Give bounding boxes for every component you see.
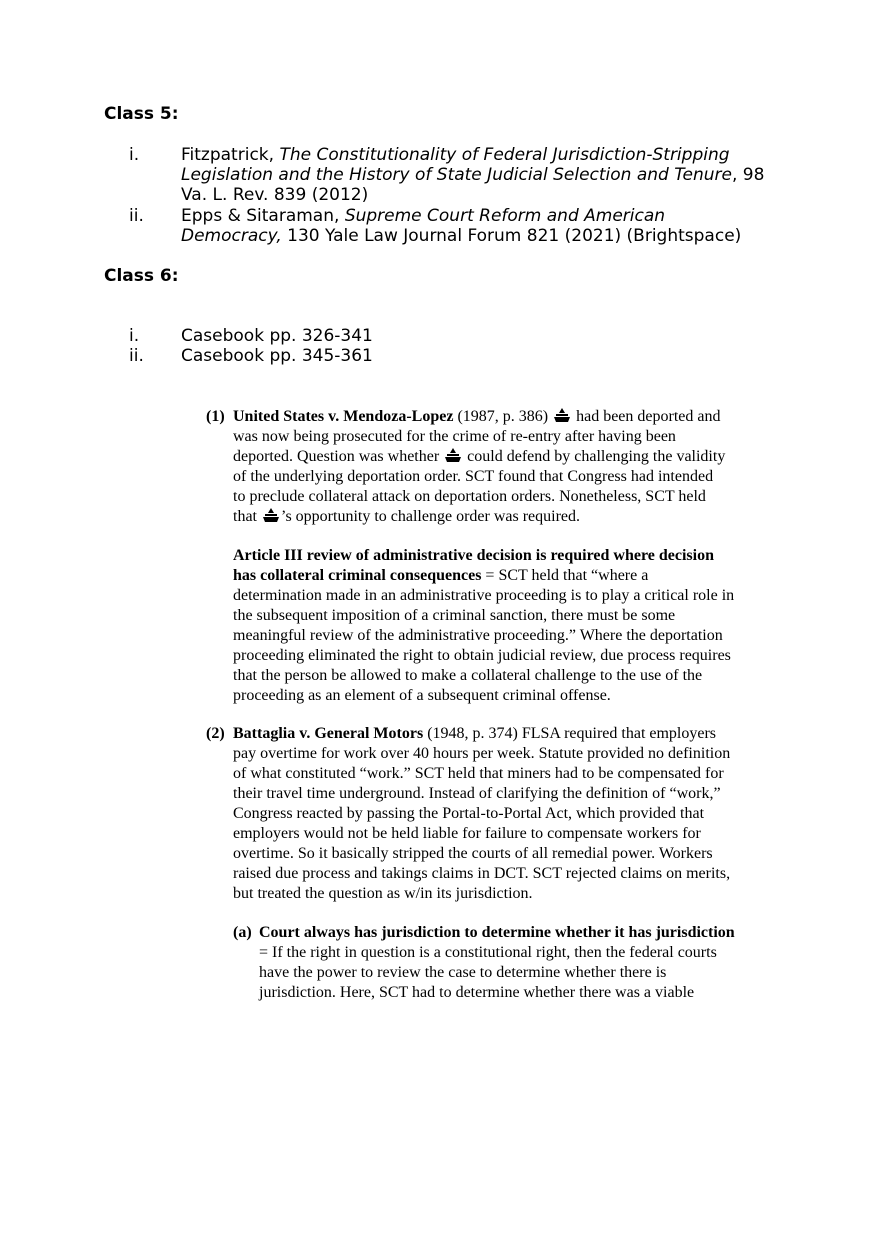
note-line: the subsequent imposition of a criminal sanction, there must be some [233,607,676,624]
note-line [233,507,580,527]
note-line: meaningful review of the administrative proceeding.” Where the deportation [233,627,723,644]
author: Fitzpatrick, [181,145,280,165]
defendant-symbol-icon [444,447,462,463]
note-line: determination made in an administrative proceeding is to play a critical role in [233,587,735,604]
note-text: could defend by challenging the validity [463,448,726,465]
note-line: overtime. So it basically stripped the courts of all remedial power. Workers [233,845,713,862]
note-line: Congress reacted by passing the Portal-to-Portal Act, which provided that [233,805,705,822]
article-title: Legislation and the History of State Judicial Selection and Tenure [181,165,732,185]
list-marker: ii. [129,346,144,366]
rule-heading: Court always has jurisdiction to determine whether it has jurisdiction [259,924,735,941]
citation: Va. L. Rev. 839 (2012) [181,185,369,205]
list-item: Casebook pp. 326-341 [181,326,373,346]
rule-heading: Article III review of administrative decision is required where decision [233,547,714,564]
note-line: was now being prosecuted for the crime of re-entry after having been [233,428,676,445]
case-cite: (1987, p. 386) [453,408,553,425]
list-marker: i. [129,145,140,165]
class5-heading: Class 5: [104,104,179,124]
article-title: The Constitutionality of Federal Jurisdiction-Stripping [279,145,730,165]
note-line: pay overtime for work over 40 hours per week. Statute provided no definition [233,745,731,762]
citation: , 98 [731,165,765,185]
note-text: deported. Question was whether [233,448,444,465]
defendant-symbol-icon [553,407,571,423]
article-title: Democracy, [181,226,282,246]
article-title: Supreme Court Reform and American [344,206,666,226]
note-text: = SCT held that “where a [481,567,649,584]
class6-heading: Class 6: [104,266,179,286]
note-line: raised due process and takings claims in DCT. SCT rejected claims on merits, [233,865,731,882]
defendant-symbol-icon [262,507,280,523]
note-line: of what constituted “work.” SCT held that miners had to be compensated for [233,765,724,782]
list-marker: ii. [129,206,144,226]
note-text: (1948, p. 374) FLSA required that employers [423,725,717,742]
note-line: proceeding eliminated the right to obtain judicial review, due process requires [233,647,731,664]
list-item-line [181,226,741,246]
list-item [181,206,665,226]
note-line [233,724,716,744]
author: Epps & Sitaraman, [181,206,345,226]
subnote-letter: (a) [233,924,252,941]
case-name: United States v. Mendoza-Lopez [233,408,454,425]
list-marker: i. [129,326,140,346]
note-text: that [233,508,261,525]
citation: 130 Yale Law Journal Forum 821 (2021) (Brightspace) [281,226,742,246]
rule-heading: has collateral criminal consequences [233,567,482,584]
note-line: but treated the question as w/in its jurisdiction. [233,885,533,902]
note-text: ’s opportunity to challenge order was required. [281,508,581,525]
note-number: (2) [206,725,225,742]
note-line: their travel time underground. Instead of clarifying the definition of “work,” [233,785,721,802]
list-item: Casebook pp. 345-361 [181,346,373,366]
list-item [181,145,730,165]
note-line: to preclude collateral attack on deportation orders. Nonetheless, SCT held [233,488,706,505]
note-line: proceeding as an element of a subsequent criminal offense. [233,687,611,704]
note-line: have the power to review the case to determine whether there is [259,964,667,981]
note-line [233,407,720,427]
note-line [233,447,725,467]
note-text: had been deported and [572,408,721,425]
list-item-line [181,165,764,185]
note-number: (1) [206,408,225,425]
note-line [233,566,648,586]
note-line: employers would not be held liable for failure to compensate workers for [233,825,701,842]
note-line: jurisdiction. Here, SCT had to determine whether there was a viable [259,984,695,1001]
case-name: Battaglia v. General Motors [233,725,424,742]
note-line: = If the right in question is a constitutional right, then the federal courts [259,944,717,961]
note-line: that the person be allowed to make a collateral challenge to the use of the [233,667,703,684]
note-line: of the underlying deportation order. SCT found that Congress had intended [233,468,714,485]
